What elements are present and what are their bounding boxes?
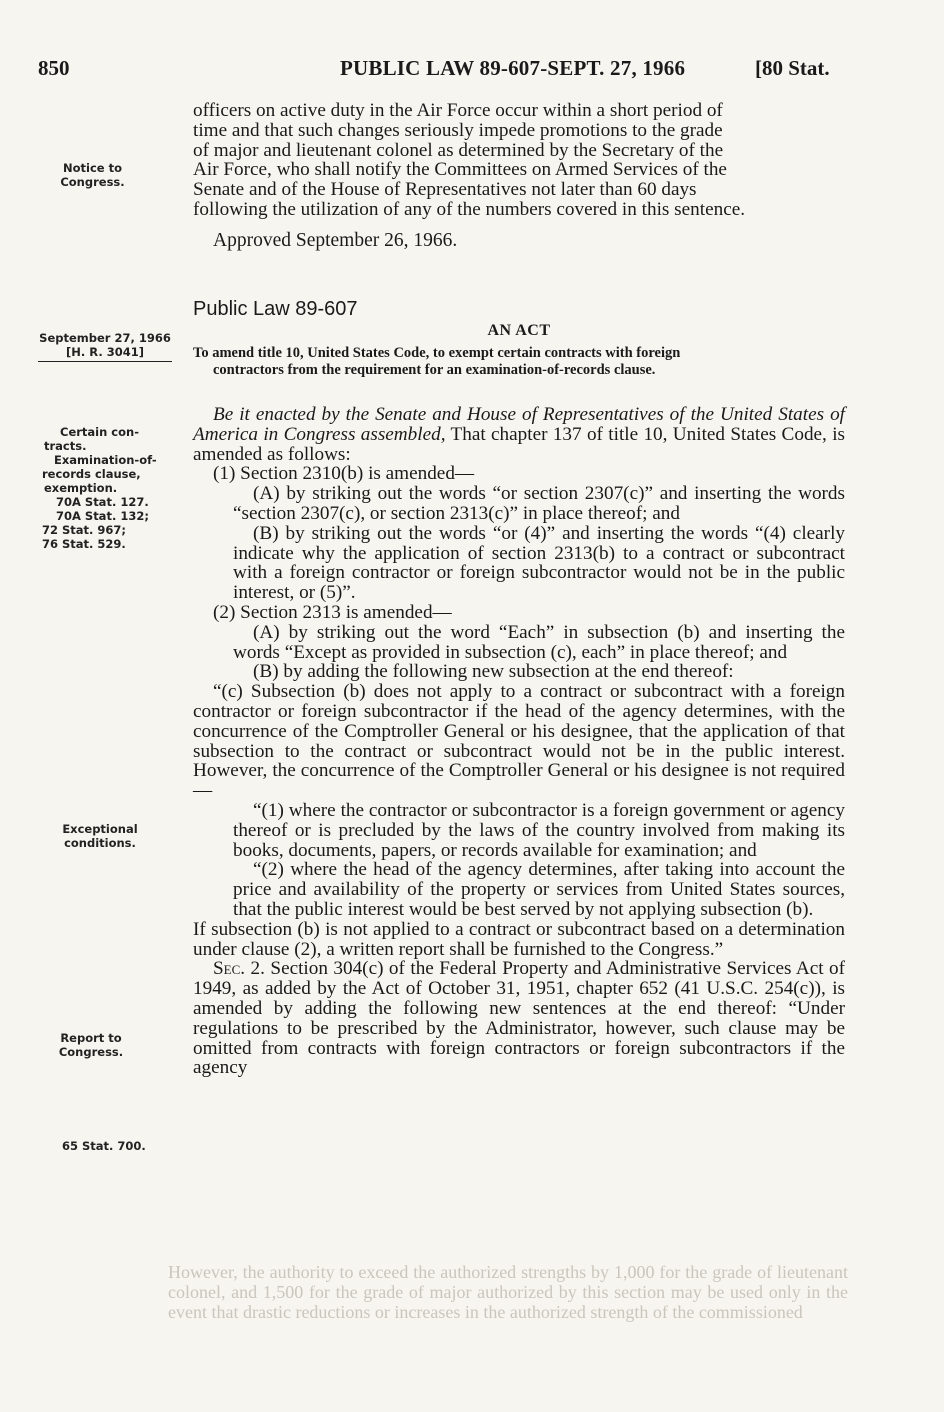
statute-reference: [80 Stat.: [755, 56, 830, 80]
margin-note-notice: Notice to Congress.: [60, 161, 125, 189]
section-2-b: (B) by adding the following new subsection at the end thereof:: [253, 661, 734, 683]
act-purpose: To amend title 10, United States Code, to exempt certain contracts with foreign contractors from the requirement for an examination-of-records clause.: [193, 345, 681, 378]
section-1-b: (B) by striking out the words “or (4)” and inserting the words “(4) clearly indicate why the application of section 2313(b) to a contract or subcontract with a foreign contractor or foreign subcontractor would not be in the public interest, or (5)”.: [233, 522, 845, 604]
sec-2-amendment: Sec. 2. Section 304(c) of the Federal Property and Administrative Services Act of 1949, as added by the Act of October 31, 1951, chapter 652 (41 U.S.C. 254(c)), is amended by adding the following new sentences at the end thereof: “Under regulations to be prescribed by the Administrator, however, such clause may be omitted from contracts with foreign contractors or foreign subcontractors if the agency: [193, 958, 845, 1079]
subsection-c: “(c) Subsection (b) does not apply to a contract or subcontract with a foreign contractor or foreign subcontractor if the head of the agency determines, with the concurrence of the Comptroller General or his designee, that the application of that subsection to the contract or subcontract would not be in the public interest. However, the concurrence of the Comptroller General or his designee is not required—: [193, 681, 845, 802]
margin-note-certain-contracts: Certain con- tracts. Examination-of- records clause, exemption. 70A Stat. 127. 70A Stat. 132; 72 Stat. 967; 76 Stat. 529.: [42, 425, 157, 551]
enacting-clause: Be it enacted by the Senate and House of Representatives of the United States of America in Congress assembled, That chapter 137 of title 10, United States Code, is amended as follows:: [193, 404, 845, 465]
section-2: (2) Section 2313 is amended—: [213, 601, 452, 623]
margin-note-65-stat: 65 Stat. 700.: [62, 1139, 146, 1153]
section-1-a: (A) by striking out the words “or section 2307(c)” and inserting the words “section 2307(c), or section 2313(c)” in place thereof; and: [233, 483, 845, 524]
margin-note-exceptional: Exceptional conditions.: [62, 822, 138, 850]
act-body: [193, 405, 845, 1078]
section-1: (1) Section 2310(b) is amended—: [213, 463, 475, 485]
page-number: 850: [38, 56, 70, 80]
approved-date: Approved September 26, 1966.: [213, 230, 458, 251]
margin-note-report: Report to Congress.: [58, 1031, 124, 1059]
clause-1: “(1) where the contractor or subcontractor is a foreign government or agency thereof or is precluded by the laws of the country involved from making its books, documents, papers, or records available for examination; and: [233, 799, 845, 861]
an-act-heading: AN ACT: [487, 322, 551, 339]
public-law-number: Public Law 89-607: [193, 298, 358, 320]
running-header-title: PUBLIC LAW 89-607-SEPT. 27, 1966: [340, 56, 686, 80]
show-through-text: However, the authority to exceed the authorized strengths by 1,000 for the grade of lieutenant colonel, and 1,500 for the grade of major authorized by this section may be used only in the event that drastic reductions or increases in the authorized strength of the commissioned: [168, 1262, 848, 1322]
section-2-a: (A) by striking out the word “Each” in subsection (b) and inserting the words “Except as provided in subsection (c), each” in place thereof; and: [233, 621, 845, 663]
previous-law-continuation: officers on active duty in the Air Force occur within a short period of time and that such changes seriously impede promotions to the grade of major and lieutenant colonel as determined by the Secretary of the Air Force, who shall notify the Committees on Armed Services of the Senate and of the House of Representatives not later than 60 days following the utilization of any of the numbers covered in this sentence.: [193, 100, 746, 220]
report-provision: If subsection (b) is not applied to a contract or subcontract based on a determination under clause (2), a written report shall be furnished to the Congress.”: [193, 918, 845, 960]
clause-2: “(2) where the head of the agency determines, after taking into account the price and availability of the property or services from United States sources, that the public interest would be best served by not applying subsection (b).: [233, 859, 845, 920]
margin-note-date-bill: September 27, 1966 [H. R. 3041]: [38, 331, 172, 362]
